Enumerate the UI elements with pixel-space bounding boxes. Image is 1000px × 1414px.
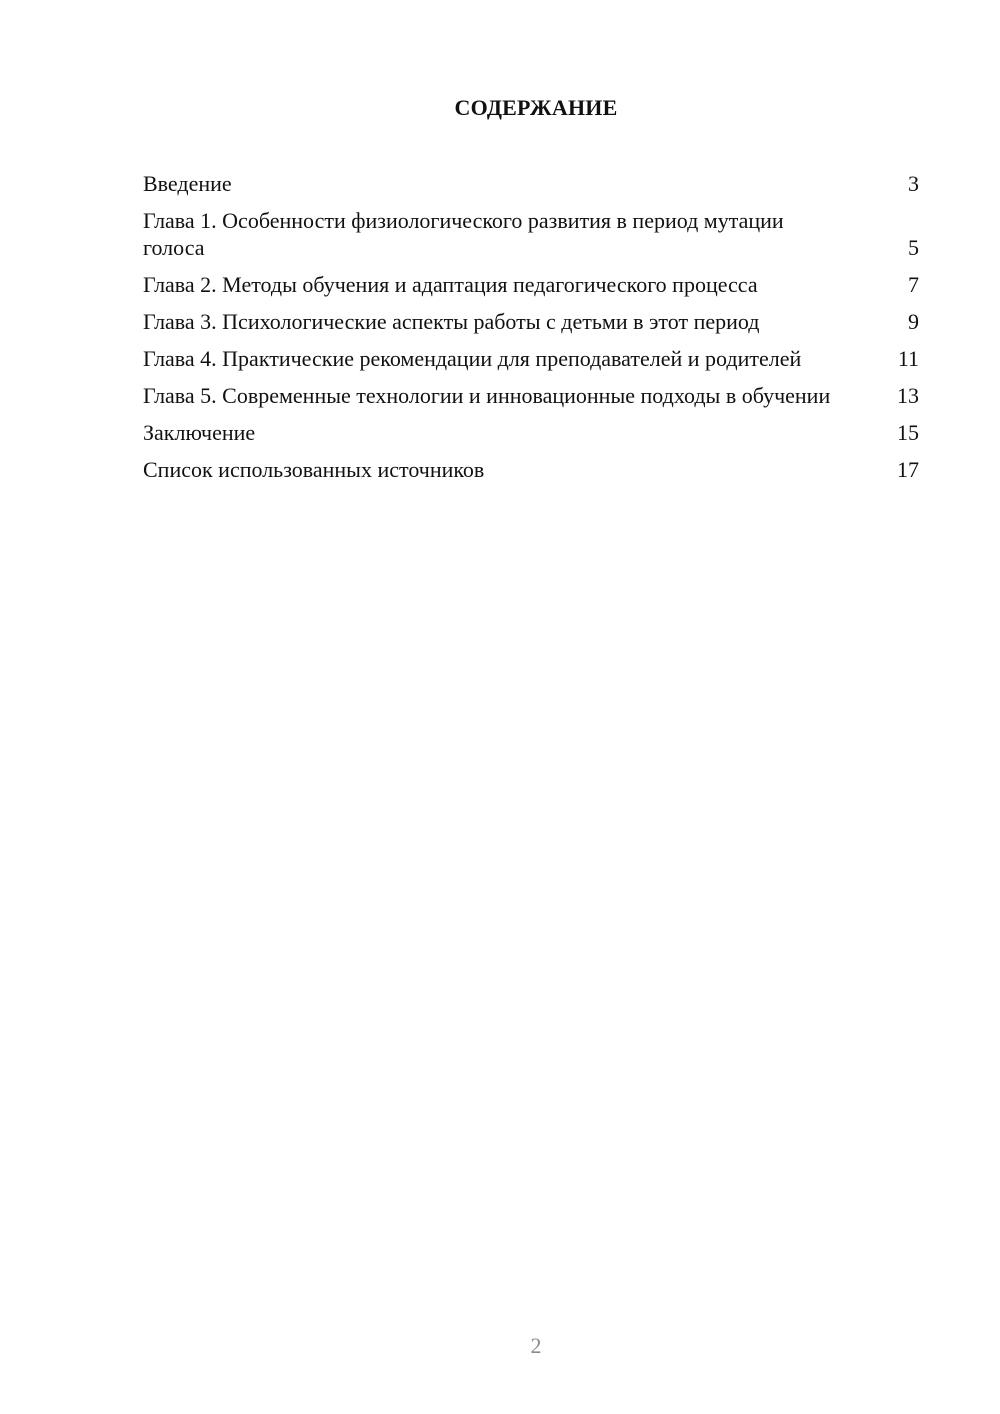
toc-entry-text: Глава 3. Психологические аспекты работы с детьми в этот период	[143, 309, 760, 334]
toc-entry-page: 11	[897, 346, 919, 371]
toc-entry-page: 3	[908, 171, 919, 196]
toc-entry-introduction	[143, 170, 919, 197]
toc-entry-chapter-3	[143, 308, 919, 335]
toc-entry-text: Глава 4. Практические рекомендации для преподавателей и родителей	[143, 346, 802, 371]
toc-entry-page: 17	[897, 457, 919, 482]
toc-entry-text: Заключение	[143, 420, 256, 445]
toc-entry-text: Глава 5. Современные технологии и инновационные подходы в обучении	[143, 383, 831, 408]
toc-title: СОДЕРЖАНИЕ	[454, 95, 618, 120]
toc-entry-chapter-1	[143, 207, 919, 261]
toc-entry-text: Список использованных источников	[143, 457, 485, 482]
toc-entry-page: 9	[908, 309, 919, 334]
toc-entry-chapter-4	[143, 345, 919, 372]
toc-entry-page: 15	[897, 420, 919, 445]
toc-entry-chapter-5	[143, 382, 919, 409]
toc-entry-chapter-2	[143, 271, 919, 298]
toc-entry-text: Введение	[143, 171, 232, 196]
toc-entry-text: Глава 1. Особенности физиологического развития в период мутации голоса	[143, 208, 784, 260]
toc-entry-conclusion	[143, 419, 919, 446]
toc-entry-page: 13	[897, 383, 919, 408]
toc-entry-page: 5	[908, 235, 919, 260]
toc-entry-page: 7	[908, 272, 919, 297]
toc-entry-text: Глава 2. Методы обучения и адаптация педагогического процесса	[143, 272, 758, 297]
toc-entry-references	[143, 456, 919, 483]
page-number: 2	[530, 1333, 542, 1358]
table-of-contents	[143, 170, 919, 493]
